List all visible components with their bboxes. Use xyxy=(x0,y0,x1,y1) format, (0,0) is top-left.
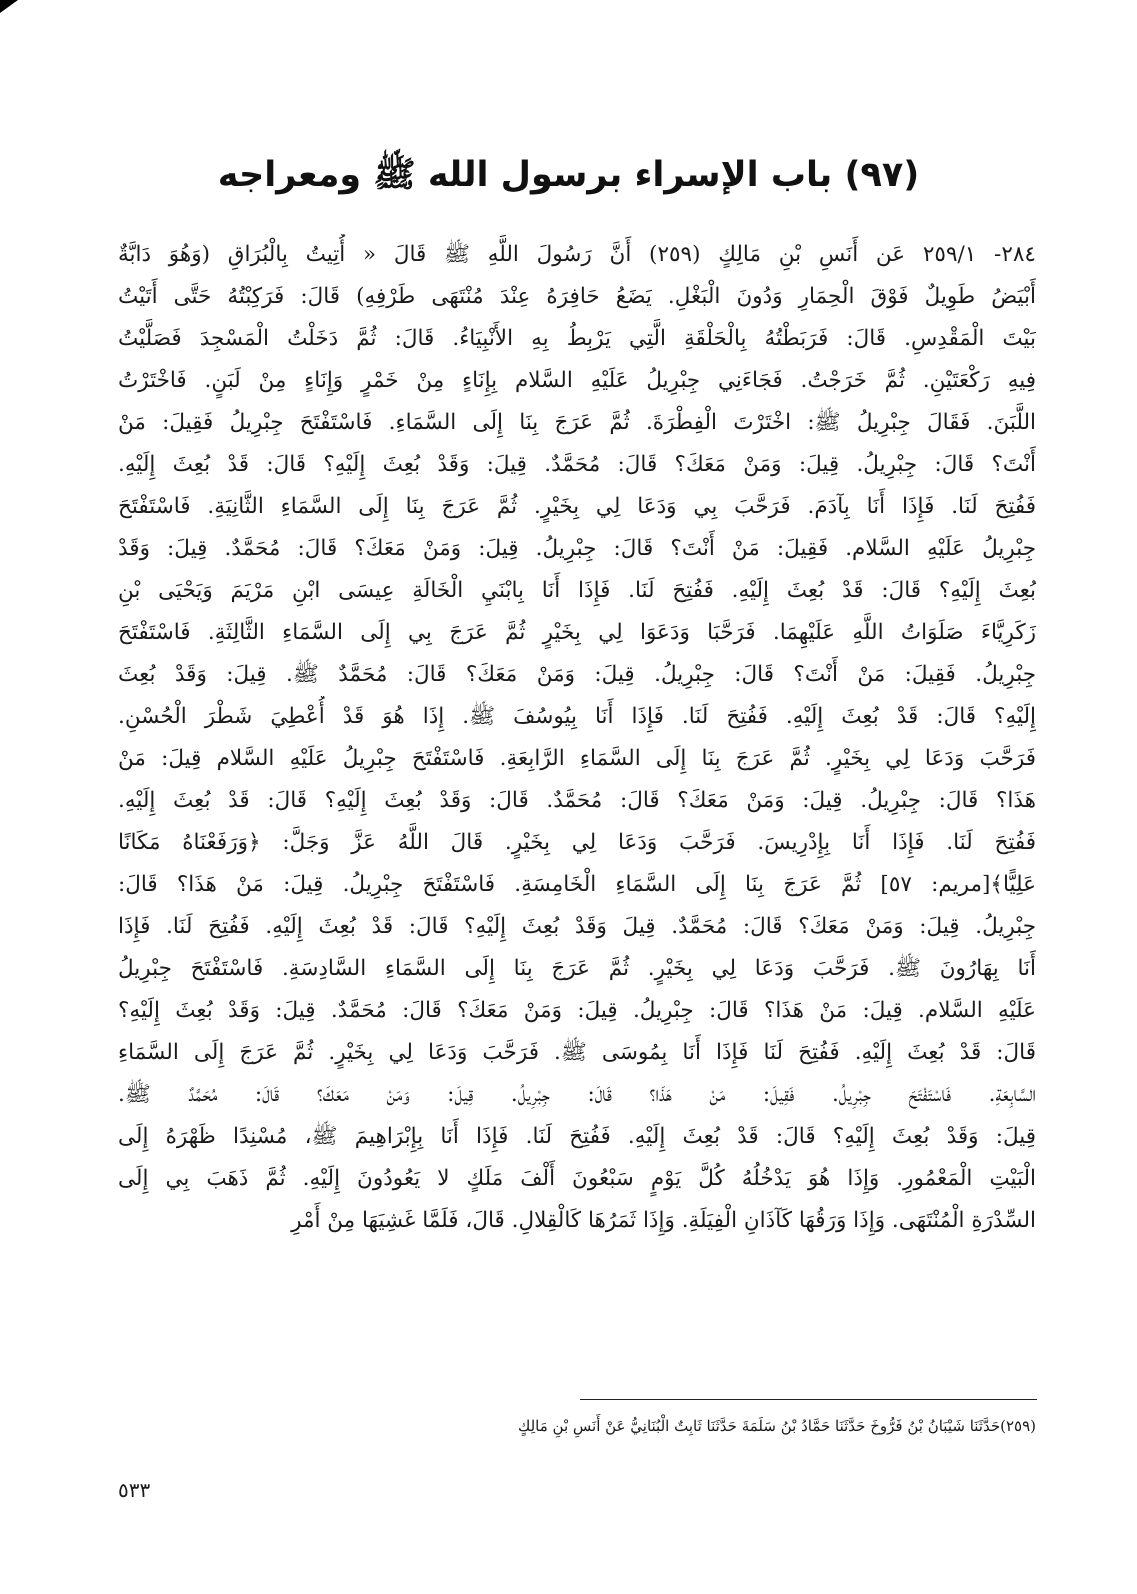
text-line: زَكَرِيَّاءَ صَلَوَاتُ اللَّهِ عَلَيْهِمَا. فَرَحَّبَا وَدَعَوَا لِي بِخَيْرٍ ثُمَّ عَرَجَ بِي إِلَى السَّمَاءِ الثَّالِثَةِ. فَاسْتَفْتَحَ xyxy=(118,620,1036,645)
text-line: جِبْرِيلُ. قِيلَ: وَمَنْ مَعَكَ؟ قَالَ: مُحَمَّدٌ. قِيلَ وَقَدْ بُعِثَ إِلَيْهِ؟ قَالَ: قَدْ بُعِثَ إِلَيْهِ. فَفُتِحَ لَنَا. فَإِذَا xyxy=(118,914,1036,939)
text-line: أَبْيَضُ طَوِيلٌ فَوْقَ الْحِمَارِ وَدُونَ الْبَغْلِ. يَضَعُ حَافِرَهُ عِنْدَ مُنْتَهَى طَرْفِهِ) قَالَ: فَرَكِبْتُهُ حَتَّى أَتَيْتُ xyxy=(118,284,1036,309)
text-line: جِبْرِيلُ. فَقِيلَ: مَنْ أَنْتَ؟ قَالَ: جِبْرِيلُ. قِيلَ: وَمَنْ مَعَكَ؟ قَالَ: مُحَمَّدٌ ﷺ. قِيلَ: وَقَدْ بُعِثَ xyxy=(118,662,1036,687)
text-line: فَفُتِحَ لَنَا. فَإِذَا أَنَا بِآدَمَ. فَرَحَّبَ بِي وَدَعَا لِي بِخَيْرٍ. ثُمَّ عَرَجَ بِنَا إِلَى السَّمَاءِ الثَّانِيَةِ. فَاسْتَفْتَحَ xyxy=(118,494,1036,519)
text-line: قَالَ: قَدْ بُعِثَ إِلَيْهِ. فَفُتِحَ لَنَا فَإِذَا أَنَا بِمُوسَى ﷺ. فَرَحَّبَ وَدَعَا لِي بِخَيْرٍ. ثُمَّ عَرَجَ إِلَى السَّمَاءِ xyxy=(118,1040,1036,1065)
footnote-divider xyxy=(580,1399,1037,1400)
text-line: فِيهِ رَكْعَتَيْنِ. ثُمَّ خَرَجْتُ. فَجَاءَنِي جِبْرِيلُ عَلَيْهِ السَّلام بِإِنَاءٍ مِنْ خَمْرٍ وَإِنَاءٍ مِنْ لَبَنٍ. فَاخْتَرْتُ xyxy=(118,368,1036,393)
text-line: بَيْتَ الْمَقْدِسِ. قَالَ: فَرَبَطْتُهُ بِالْحَلْقَةِ الَّتِي يَرْبِطُ بِهِ الأَنْبِيَاءُ. قَالَ: ثُمَّ دَخَلْتُ الْمَسْجِدَ فَصَلَّيْتُ xyxy=(118,326,1036,351)
text-line: عَلِيًّا﴾[مريم: ٥٧] ثُمَّ عَرَجَ بِنَا إِلَى السَّمَاءِ الْخَامِسَةِ. فَاسْتَفْتَحَ جِبْرِيلُ. قِيلَ: مَنْ هَذَا؟ قَالَ: xyxy=(118,872,1036,897)
text-line: فَرَحَّبَ وَدَعَا لِي بِخَيْرٍ. ثُمَّ عَرَجَ بِنَا إِلَى السَّمَاءِ الرَّابِعَةِ. فَاسْتَفْتَحَ جِبْرِيلُ عَلَيْهِ السَّلام قِيلَ: مَنْ xyxy=(118,746,1036,771)
text-line: ٢٨٤- ٢٥٩/١ عَن أَنَسِ بْنِ مَالِكٍ (٢٥٩) أَنَّ رَسُولَ اللَّهِ ﷺ قَالَ « أُتِيتُ بِالْبُرَاقِ (وَهُوَ دَابَّةٌ xyxy=(118,242,1036,267)
text-line: عَلَيْهِ السَّلام. قِيلَ: مَنْ هَذَا؟ قَالَ: جِبْرِيلُ. قِيلَ: وَمَنْ مَعَكَ؟ قَالَ: مُحَمَّدٌ. قِيلَ: وَقَدْ بُعِثَ إِلَيْهِ؟ xyxy=(118,998,1036,1023)
text-line: الْبَيْتِ الْمَعْمُورِ. وَإِذَا هُوَ يَدْخُلُهُ كُلَّ يَوْمٍ سَبْعُونَ أَلْفَ مَلَكٍ لا يَعُودُونَ إِلَيْهِ. ثُمَّ ذَهَبَ بِي إِلَى xyxy=(118,1166,1036,1191)
text-line: أَنْتَ؟ قَالَ: جِبْرِيلُ. قِيلَ: وَمَنْ مَعَكَ؟ قَالَ: مُحَمَّدٌ. قِيلَ: وَقَدْ بُعِثَ إِلَيْهِ؟ قَالَ: قَدْ بُعِثَ إِلَيْهِ. xyxy=(118,452,1036,477)
page-number: ٥٣٣ xyxy=(118,1478,151,1502)
text-line: فَفُتِحَ لَنَا. فَإِذَا أَنَا بِإِدْرِيسَ. فَرَحَّبَ وَدَعَا لِي بِخَيْرٍ. قَالَ اللَّهُ عَزَّ وَجَلَّ: ﴿وَرَفَعْنَاهُ مَكَانًا xyxy=(118,830,1036,855)
corner-mark xyxy=(0,0,18,13)
text-line: بُعِثَ إِلَيْهِ؟ قَالَ: قَدْ بُعِثَ إِلَيْهِ. فَفُتِحَ لَنَا. فَإِذَا أَنَا بِابْنَيِ الْخَالَةِ عِيسَى ابْنِ مَرْيَمَ وَيَحْيَى بْنِ xyxy=(118,578,1036,603)
text-line: قِيلَ: وَقَدْ بُعِثَ إِلَيْهِ؟ قَالَ: قَدْ بُعِثَ إِلَيْهِ. فَفُتِحَ لَنَا. فَإِذَا أَنَا بِإِبْرَاهِيمَ ﷺ، مُسْنِدًا ظَهْرَهُ إِلَى xyxy=(118,1124,1036,1149)
text-line: جِبْرِيلُ عَلَيْهِ السَّلام. فَقِيلَ: مَنْ أَنْتَ؟ قَالَ: جِبْرِيلُ. قِيلَ: وَمَنْ مَعَكَ؟ قَالَ: مُحَمَّدٌ. قِيلَ: وَقَدْ xyxy=(118,536,1036,561)
footnote: (٢٥٩)حَدَّثَنَا شَيْبَانُ بْنُ فَرُّوخَ حَدَّثَنَا حَمَّادُ بْنُ سَلَمَةَ حَدَّثَنَا ثَابِتٌ الْبُنَانِيُّ عَنْ أَنَسِ بْنِ مَالِكٍ xyxy=(517,1417,1036,1435)
text-line: أَنَا بِهَارُونَ ﷺ. فَرَحَّبَ وَدَعَا لِي بِخَيْرٍ. ثُمَّ عَرَجَ بِنَا إِلَى السَّمَاءِ السَّادِسَةِ. فَاسْتَفْتَحَ جِبْرِيلُ xyxy=(118,956,1036,981)
text-line: إِلَيْهِ؟ قَالَ: قَدْ بُعِثَ إِلَيْهِ. فَفُتِحَ لَنَا. فَإِذَا أَنَا بِيُوسُفَ ﷺ. إِذَا هُوَ قَدْ أُعْطِيَ شَطْرَ الْحُسْنِ. xyxy=(118,704,1036,729)
hadith-text xyxy=(118,234,1036,1242)
text-line: هَذَا؟ قَالَ: جِبْرِيلُ. قِيلَ: وَمَنْ مَعَكَ؟ قَالَ: مُحَمَّدٌ. قَالَ: وَقَدْ بُعِثَ إِلَيْهِ؟ قَالَ: قَدْ بُعِثَ إِلَيْهِ. xyxy=(118,788,1036,813)
text-line: السِّدْرَةِ الْمُنْتَهَى. وَإِذَا وَرَقُهَا كَآذَانِ الْفِيَلَةِ. وَإِذَا ثَمَرُهَا كَالْقِلالِ. قَالَ، فَلَمَّا غَشِيَهَا مِنْ أَمْرِ xyxy=(291,1208,1036,1233)
chapter-title: (٩٧) باب الإسراء برسول الله ﷺ ومعراجه xyxy=(217,155,920,195)
text-line: السَّابِعَةِ. فَاسْتَفْتَحَ جِبْرِيلُ. فَقِيلَ: مَنْ هَذَا؟ قَالَ: جِبْرِيلُ. قِيلَ: وَمَنْ مَعَكَ؟ قَالَ: مُحَمَّدٌ ﷺ. xyxy=(118,1082,1036,1107)
text-line: اللَّبَنَ. فَقَالَ جِبْرِيلُ ﷺ: اخْتَرْتَ الْفِطْرَةَ. ثُمَّ عَرَجَ بِنَا إِلَى السَّمَاءِ. فَاسْتَفْتَحَ جِبْرِيلُ فَقِيلَ: مَنْ xyxy=(118,410,1036,435)
